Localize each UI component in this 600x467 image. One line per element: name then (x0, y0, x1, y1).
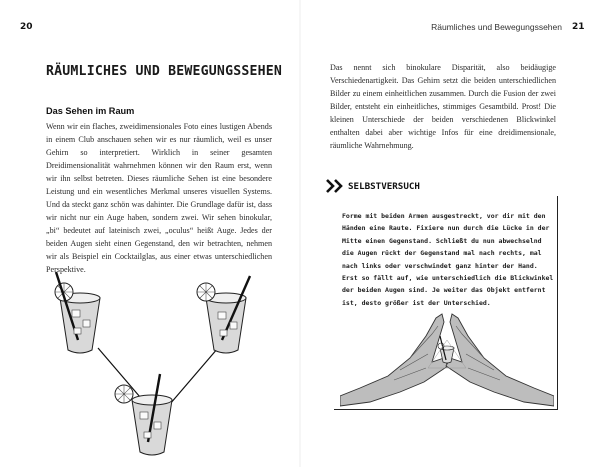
left-body-text: Wenn wir ein flaches, zweidimensionales Foto eines lustigen Abends in einem Club anschauen sehen wir es nur räumlich, weil es unser Gehirn so interpretiert. Wirklich in seiner gesamten Dreidimensionalität wahrnehmen können wir den Raum erst, wenn wir ihn selbst betreten. Dieses räumliche Sehen ist eine besondere Leistung und ein wesentliches Merkmal unseres visuellen Systems. Und da steckt ganz schön was dahinter. Die Grundlage dafür ist, dass wir nicht nur ein Auge haben, sondern zwei. Wir sehen binokular, „bi“ bedeutet auf lateinisch zwei, „oculus“ heißt Auge. Jedes der beiden Augen sieht einen Gegenstand, den wir betrachten, nehmen wir als Beispiel ein Cocktailglas, aus einer etwas unterschiedlichen Perspektive. (46, 122, 272, 274)
section-title: Das Sehen im Raum (46, 106, 135, 116)
cocktail-glass-bottom (115, 374, 172, 455)
experiment-title: SELBSTVERSUCH (348, 181, 420, 192)
double-chevron-right-icon (325, 178, 347, 194)
page-number-right: 21 (572, 22, 585, 32)
hands-diamond-illustration (340, 296, 554, 408)
running-head: Räumliches und Bewegungssehen (431, 22, 562, 32)
right-body-text: Das nennt sich binokulare Disparität, also beidäugige Verschiedenartigkeit. Das Gehirn setzt die beiden unterschiedlichen Bilder zu einem einheitlichen zusammen. Durch die Fusion der zwei Bilder, entsteht ein einheitliches, stimmiges Gesamtbild. Prost! Die kleinen Unterschiede der beiden verschiedenen Blickwinkel enthalten dabei aber wichtige Infos für eine dreidimensionale, räumliche Wahrnehmung. (330, 63, 556, 150)
cocktail-glass-right (197, 276, 250, 353)
page-number-left: 20 (20, 22, 33, 32)
experiment-text: Forme mit beiden Armen ausgestreckt, vor dir mit den Händen eine Raute. Fixiere nun durch die Lücke in der Mitte einen Gegenstand. Schließt du nun abwechselnd die Augen rückt der Gegenstand mal nach rechts, mal nach links oder verschwindet ganz hinter der Hand. Erst so fällt auf, wie unterschiedlich die Blickwinkel der beiden Augen sind. Je weiter das Objekt entfernt ist, desto größer ist der Unterschied. (342, 212, 554, 307)
cocktail-glass-left (55, 272, 100, 353)
chapter-title: RÄUMLICHES UND BEWEGUNGSSEHEN (46, 64, 283, 79)
cocktail-glasses-illustration (28, 270, 278, 465)
